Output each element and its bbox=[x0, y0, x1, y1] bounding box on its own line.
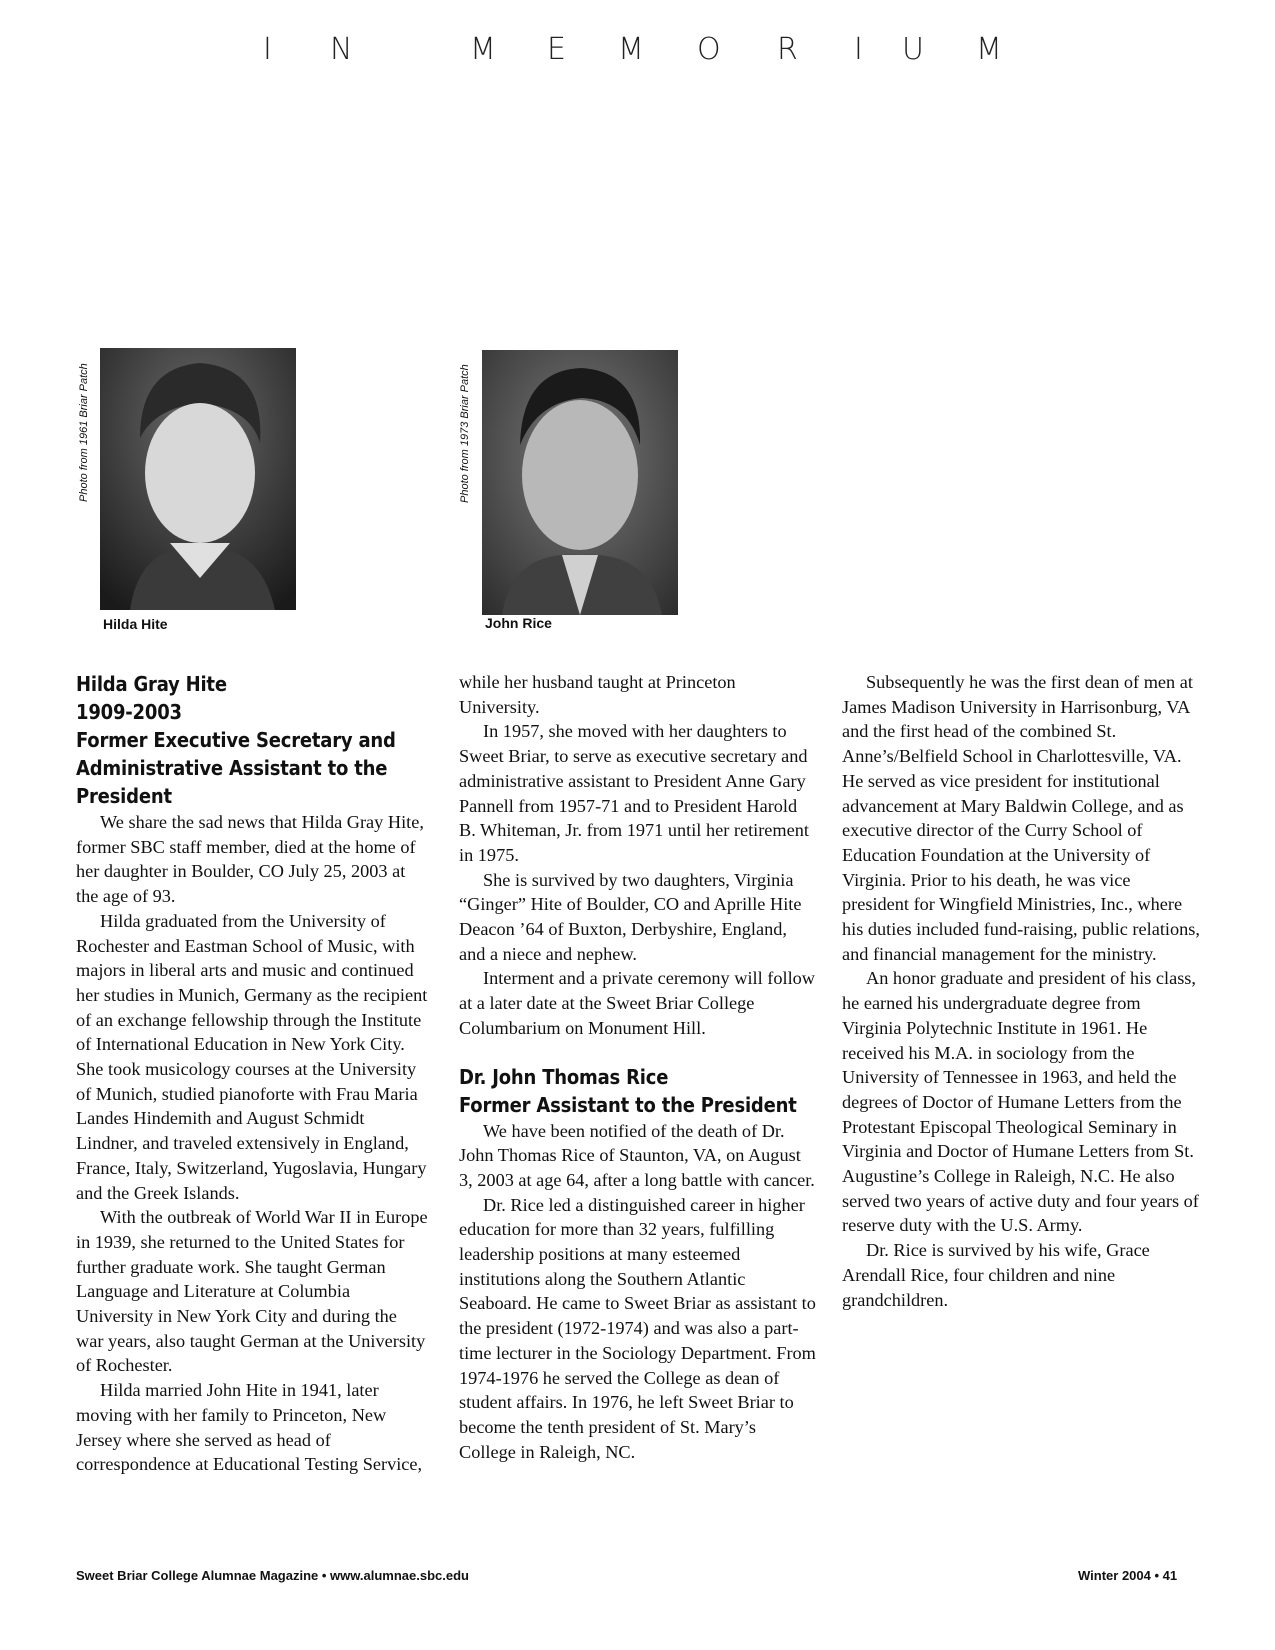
paragraph: Dr. Rice is survived by his wife, Grace Arendall Rice, four children and nine grandchildren. bbox=[842, 1240, 1150, 1310]
masthead-letter: M bbox=[618, 32, 644, 67]
masthead-letter: O bbox=[697, 32, 721, 67]
paragraph: while her husband taught at Princeton University. bbox=[459, 672, 736, 717]
heading-line: Hilda Gray Hite bbox=[76, 672, 227, 696]
article-column-3 bbox=[842, 670, 1200, 1312]
article-column-2 bbox=[459, 670, 817, 1464]
masthead bbox=[0, 32, 1275, 82]
paragraph: An honor graduate and president of his class, he earned his undergraduate degree from Virginia Polytechnic Institute in 1961. He received his M.A. in sociology from the University of Tennessee in 1963, and held the degrees of Doctor of Humane Letters from the Protestant Episcopal Theological Seminary in Virginia and Doctor of Humane Letters from St. Augustine’s College in Raleigh, N.C. He also served two years of active duty and four years of reserve duty with the U.S. Army. bbox=[842, 968, 1199, 1236]
heading-line: 1909-2003 bbox=[76, 700, 182, 724]
portrait-image bbox=[100, 348, 296, 610]
masthead-letter: R bbox=[777, 32, 798, 67]
paragraph: Hilda graduated from the University of Rochester and Eastman School of Music, with majors in liberal arts and music and continued her studies in Munich, Germany as the recipient of an exchange fellowship through the Institute of International Education in New York City. She took musicology courses at the University of Munich, studied pianoforte with Frau Maria Landes Hindemith and August Schmidt Lindner, and traveled extensively in England, France, Italy, Switzerland, Yugoslavia, Hungary and the Greek Islands. bbox=[76, 910, 428, 1203]
portrait-photo-john-rice bbox=[482, 350, 678, 615]
heading-line: President bbox=[76, 784, 172, 808]
paragraph: With the outbreak of World War II in Europe in 1939, she returned to the United States for further graduate work. She taught German Language and Literature at Columbia University in New York City and during the war years, also taught German at the University of Rochester. bbox=[76, 1207, 428, 1376]
portrait-image bbox=[482, 350, 678, 615]
masthead-letter: I bbox=[854, 32, 863, 67]
paragraph: Interment and a private ceremony will follow at a later date at the Sweet Briar College Columbarium on Monument Hill. bbox=[459, 968, 815, 1038]
paragraph: Dr. Rice led a distinguished career in higher education for more than 32 years, fulfilling leadership positions at many esteemed institutions along the Southern Atlantic Seaboard. He came to Sweet Briar as assistant to the president (1972-1974) and was also a part-time lecturer in the Sociology Department. From 1974-1976 he served the College as dean of student affairs. In 1976, he left Sweet Briar to become the tenth president of St. Mary’s College in Raleigh, NC. bbox=[459, 1194, 816, 1462]
article-heading-hite bbox=[76, 670, 428, 810]
heading-line: Administrative Assistant to the bbox=[76, 756, 388, 780]
photo-credit: Photo from 1973 Briar Patch bbox=[459, 364, 471, 503]
heading-line: Former Assistant to the President bbox=[459, 1092, 797, 1117]
masthead-letter: I bbox=[263, 32, 272, 67]
heading-line: Former Executive Secretary and bbox=[76, 728, 396, 752]
masthead-letter: M bbox=[470, 32, 496, 67]
masthead-letter: U bbox=[902, 32, 924, 67]
paragraph: We share the sad news that Hilda Gray Hite, former SBC staff member, died at the home of her daughter in Boulder, CO July 25, 2003 at the age of 93. bbox=[76, 812, 424, 907]
portrait-photo-hilda-hite bbox=[100, 348, 296, 610]
paragraph: Subsequently he was the first dean of men at James Madison University in Harrisonburg, VA and the first head of the combined St. Anne’s/Belfield School in Charlottesville, VA. He served as vice president for institutional advancement at Mary Baldwin College, and as executive director of the Curry School of Education Foundation at the University of Virginia. Prior to his death, he was vice president for Wingfield Ministries, Inc., where his duties included fund-raising, public relations, and financial management for the ministry. bbox=[842, 672, 1200, 964]
masthead-letter: N bbox=[330, 32, 353, 67]
photo-credit: Photo from 1961 Briar Patch bbox=[78, 363, 90, 502]
footer-page-number: Winter 2004 • 41 bbox=[1078, 1568, 1178, 1583]
paragraph: In 1957, she moved with her daughters to Sweet Briar, to serve as executive secretary and administrative assistant to President Anne Gary Pannell from 1957-71 and to President Harold B. Whiteman, Jr. from 1971 until her retirement in 1975. bbox=[459, 721, 809, 865]
masthead-letter: E bbox=[547, 32, 566, 67]
article-heading-rice bbox=[459, 1063, 817, 1119]
paragraph: Hilda married John Hite in 1941, later moving with her family to Princeton, New Jersey where she served as head of correspondence at Educational Testing Service, bbox=[76, 1380, 423, 1475]
photo-caption: Hilda Hite bbox=[103, 616, 168, 632]
paragraph: We have been notified of the death of Dr. John Thomas Rice of Staunton, VA, on August 3, 2003 at age 64, after a long battle with cancer. bbox=[459, 1120, 815, 1190]
footer-publication: Sweet Briar College Alumnae Magazine • www.alumnae.sbc.edu bbox=[76, 1568, 469, 1583]
article-column-1 bbox=[76, 670, 428, 1477]
masthead-letter: M bbox=[976, 32, 1002, 67]
heading-line: Dr. John Thomas Rice bbox=[459, 1064, 669, 1089]
photo-caption: John Rice bbox=[485, 615, 552, 631]
paragraph: She is survived by two daughters, Virginia “Ginger” Hite of Boulder, CO and Aprille Hite Deacon ’64 of Buxton, Derbyshire, England, and a niece and nephew. bbox=[459, 869, 802, 964]
